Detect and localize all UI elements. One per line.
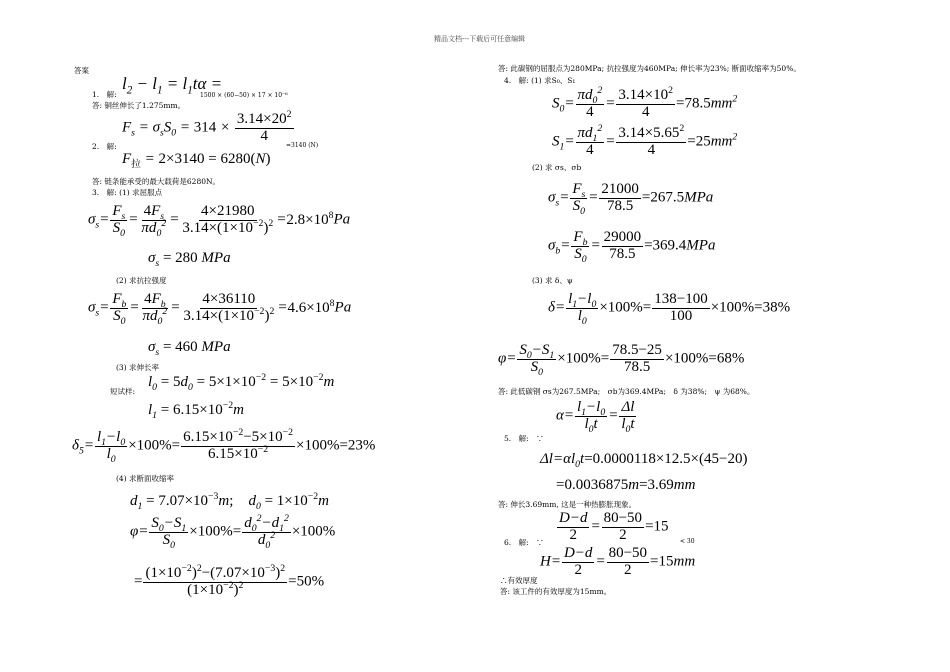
- q5-equation-2: $\Delta l=\alpha l_0t=0.0000118\times 12.5\times(45-20)$: [540, 451, 748, 470]
- q6-therefore: ∴有效厚度: [500, 576, 538, 585]
- q6-label: 6. 解: ∵: [504, 538, 544, 547]
- q3-equation-4b: φ= $\frac{S_0-S_1}{S_0}$ ×100%= $\frac{d_0^2-d_1^2}{d_0^2}$ ×100%: [130, 513, 336, 551]
- q5-equation-1: α= $\frac{l_1-l_0}{l_0t}$ = $\frac{\Delta l}{l_0t}$: [556, 399, 635, 435]
- q2-equation-2: $F_拉 = 2\times 3140 = 6280(N)$: [122, 151, 271, 170]
- q4-label: 4. 解: (1) 求S₀、S₁: [504, 76, 576, 85]
- answer-title: 答案: [74, 66, 89, 75]
- q3-equation-4a: $d_1 = 7.07\times 10^{-3}m$; $d_0 = 1\times 10^{-2}m$: [130, 491, 329, 512]
- q6-equation-2: H= $\frac{D-d}{2}$ = $\frac{80-50}{2}$ =15mm: [540, 545, 696, 578]
- q3-equation-4c: = $\frac{(1\times 10^{-2})^2-(7.07\times 10^{-3})^2}{(1\times 10^{-2})^2}$ =50%: [134, 563, 325, 598]
- q6-answer: 答: 该工件的有效厚度为15mm。: [500, 587, 612, 596]
- q6-equation-1: $\frac{D-d}{2}$ = $\frac{80-50}{2}$ =15: [559, 510, 669, 543]
- q3-equation-3b: $l_1 = 6.15\times 10^{-2}m$: [148, 400, 244, 421]
- q1-answer: 答: 铜丝伸长了1.275mm。: [92, 101, 186, 110]
- q1-expression: 1500 × (60−50) × 17 × 10⁻⁶: [200, 92, 288, 99]
- q3-result-1: $\sigma_s = 280$ MPa: [148, 250, 231, 269]
- q4-step-3: (3) 求 δ、ψ: [532, 276, 573, 285]
- q3-equation-3c: $\delta_5=$ $\frac{l_1-l_0}{l_0}$ ×100%= $\frac{6.15\times 10^{-2}-5\times 10^{-2}}{6.15\times 10^{-2}}$ ×100%=23%: [72, 427, 376, 465]
- q4-equation-2: $S_1=$ $\frac{\pi d_1^2}{4}$ = $\frac{3.14\times 5.65^2}{4}$ $=25mm^2$: [552, 123, 738, 158]
- q3-short-sample: 短试样:: [110, 387, 136, 396]
- page-header: 精品文档---下载后可任意编辑: [434, 35, 526, 43]
- q3-step-2: (2) 求抗拉强度: [116, 276, 167, 285]
- q3-result-2: $\sigma_s = 460$ MPa: [148, 339, 231, 358]
- q5-label: 5. 解: ∵: [504, 434, 544, 443]
- q4-equation-5: δ= $\frac{l_1-l_0}{l_0}$ ×100%= $\frac{138-100}{100}$ ×100%=38%: [548, 291, 791, 327]
- q2-result: =3140 (N): [286, 142, 319, 149]
- q3-equation-3a: $l_0 = 5d_0 = 5\times 1\times 10^{-2} = 5\times 10^{-2}m$: [148, 372, 335, 393]
- q5-equation-3: =0.0036875m=3.69mm: [556, 477, 696, 493]
- q4-equation-4: $\sigma_b=$ $\frac{F_b}{S_0}$ = $\frac{29000}{78.5}$ =369.4MPa: [548, 229, 716, 265]
- q5-answer: 答: 伸长3.69mm, 这是一种热膨胀现象。: [498, 500, 637, 509]
- q1-label: 1. 解:: [92, 90, 117, 99]
- q3-label: 3. 解: (1) 求屈服点: [92, 188, 163, 197]
- q2-equation: $F_s = \sigma_sS_0 = 314$ × $\frac{3.14\times 20^2}{4}$: [122, 109, 292, 144]
- q4-equation-6: φ= $\frac{S_0-S_1}{S_0}$ ×100%= $\frac{78.5-25}{78.5}$ ×100%=68%: [498, 342, 745, 378]
- q4-equation-1: $S_0=$ $\frac{\pi d_0^2}{4}$ = $\frac{3.14\times 10^2}{4}$ $=78.5mm^2$: [552, 85, 738, 120]
- q4-step-2: (2) 求 σs、σb: [532, 163, 582, 172]
- q3-equation-2: $\sigma_s=$ $\frac{F_b}{S_0}$ = $\frac{4F_b}{\pi d_0^2}$ = $\frac{4\times 36110}{3.14\times(1\times 10^{-2})^2}$ $=4.6\times 10^8Pa$: [88, 291, 352, 327]
- q2-label: 2. 解:: [92, 142, 117, 151]
- q1-equation: $l_2 - l_1 = l_1t\alpha$ =: [122, 74, 223, 97]
- q3-equation-1: $\sigma_s=$ $\frac{F_s}{S_0}$ = $\frac{4F_s}{\pi d_0^2}$ = $\frac{4\times 21980}{3.14\times(1\times 10^{-2})^2}$ $=2.8\times 10^8Pa$: [88, 203, 351, 239]
- q4-answer: 答: 此低碳钢 σs为267.5MPa; σb为369.4MPa; δ 为38%; ψ 为68%。: [498, 387, 755, 396]
- q2-answer: 答: 链条能承受的最大载荷是6280N。: [92, 177, 221, 186]
- q4-equation-3: $\sigma_s=$ $\frac{F_s}{S_0}$ = $\frac{21000}{78.5}$ =267.5MPa: [548, 181, 714, 217]
- q3-step-4: (4) 求断面收缩率: [116, 474, 175, 483]
- q3-step-3: (3) 求伸长率: [116, 363, 160, 372]
- q6-less-than: < 30: [680, 538, 695, 545]
- q3-final-answer: 答: 此碳钢的屈服点为280MPa; 抗拉强度为460MPa; 伸长率为23%; 断面收缩率为50%。: [498, 64, 801, 73]
